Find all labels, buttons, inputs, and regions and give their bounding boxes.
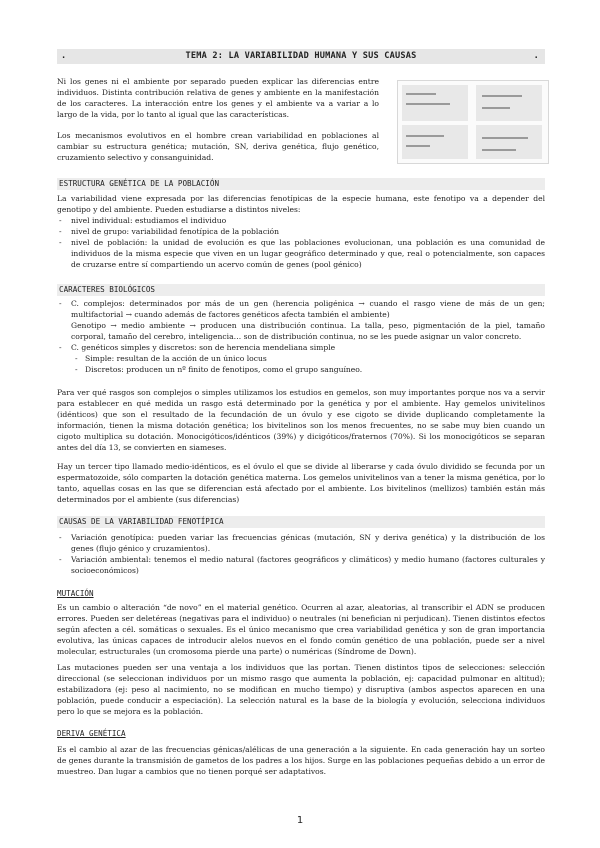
section-caracteres: CARACTERES BIOLÓGICOS	[57, 284, 545, 296]
mutacion-paragraph-2: Las mutaciones pueden ser una ventaja a los individuos que las portan. Tienen distintos tipos de selecciones: selección direccional (se seleccionan individuos por un mismo rasgo que aumenta la población, ej: capacidad pulmonar en altitud); estabilizadora (ej: peso al nacimiento, no se modifican en mucho tiempo) y disruptiva (ambos aspectos aparecen en una población, puede conducir a especiación). La selección natural es la base de la biología y evolución, selecciona individuos pero lo que se mejora es la población.	[57, 663, 545, 716]
list-item: - Variación ambiental: tenemos el medio natural (factores geográficos y climáticos) y medio humano (factores culturales y socioeconómicos)	[59, 555, 545, 575]
section-estructura: ESTRUCTURA GENÉTICA DE LA POBLACIÓN	[57, 178, 545, 190]
section-causas: CAUSAS DE LA VARIABILIDAD FENOTÍPICA	[57, 516, 545, 528]
gemelos-paragraph: Para ver qué rasgos son complejos o simples utilizamos los estudios en gemelos, son muy importantes porque nos va a servir para establecer en qué medida un rasgo está determinado por la genética y por el ambiente. Hay gemelos univitelinos (idénticos) que son el resultado de la fecundación de un óvulo y ese cigoto se divide duplicando completamente la información, tienen la misma dotación genética; los bivitelinos son los menos frecuentes, no se sabe muy bien cuando un cigoto multiplica su dotación. Monocigóticos/idénticos (39%) y dicigóticos/fraternos (70%). Si los monocigóticos se separan antes del día 13, se convierten en siameses.	[57, 388, 545, 452]
page-title: TEMA 2: LA VARIABILIDAD HUMANA Y SUS CAUSAS	[185, 51, 417, 61]
title-banner	[57, 49, 545, 64]
intro-paragraph-1: Ni los genes ni el ambiente por separado pueden explicar las diferencias entre individuos. Distinta contribución relativa de genes y ambiente en la manifestación de los caracteres. La interacción entre los genes y el ambiente va a variar a lo largo de la vida, por lo tanto al igual que las características.	[57, 77, 379, 119]
section-mutacion: MUTACIÓN	[57, 589, 94, 598]
section-deriva: DERIVA GENÉTICA	[57, 729, 126, 738]
estructura-block: La variabilidad viene expresada por las diferencias fenotípicas de la especie humana, este fenotipo va a depender del genotipo y del ambiente. Pueden estudiarse a distintos niveles: - nivel individual: estudiamos el individuo - nivel de grupo: variabilidad fenotípica de la población - nivel de población: la unidad de evolución es que las poblaciones evolucionan, una población es una comunidad de individuos de la misma especie que viven en un lugar geográfico determinado y que, real o potencialmente, son capaces de cruzarse entre sí compartiendo un acervo común de genes (pool génico)	[57, 194, 545, 269]
list-item: - nivel individual: estudiamos el individuo	[59, 216, 227, 225]
genotipo-text: Genotipo → medio ambiente → producen una distribución continua. La talla, peso, pigmentación de la piel, tamaño corporal, tamaño del cerebro, inteligencia… son de distribución continua, no se les puede asignar un valor concreto.	[71, 321, 545, 341]
list-item: - nivel de grupo: variabilidad fenotípica de la población	[59, 227, 279, 236]
list-item: - C. complejos: determinados por más de un gen (herencia poligénica → cuando el rasgo viene de más de un gen; multifactorial → cuando además de factores genéticos afecta también el ambiente)	[59, 299, 545, 319]
deriva-paragraph: Es el cambio al azar de las frecuencias génicas/alélicas de una generación a la siguiente. En cada generación hay un sorteo de genes durante la transmisión de gametos de los padres a los hijos. Surge en las poblaciones pequeñas debido a un error de muestreo. Dan lugar a cambios que no tienen porqué ser adaptativos.	[57, 745, 545, 776]
list-item: - C. genéticos simples y discretos: son de herencia mendeliana simple	[59, 343, 336, 352]
list-item: - Simple: resultan de la acción de un único locus	[75, 354, 267, 363]
causas-block	[57, 532, 545, 576]
intro-paragraph-2: Los mecanismos evolutivos en el hombre crean variabilidad en poblaciones al cambiar su estructura genética; mutación, SN, deriva genética, flujo genético, cruzamiento selectivo y consanguinidad.	[57, 131, 379, 162]
page-number: 1	[296, 815, 304, 826]
banner-dot-right: .	[533, 51, 539, 61]
caracteres-block	[57, 298, 545, 375]
list-item: - Variación genotípica: pueden variar las frecuencias génicas (mutación, SN y deriva genética) y la distribución de los genes (flujo génico y cruzamientos).	[59, 533, 545, 553]
medio-identicos-paragraph: Hay un tercer tipo llamado medio-idénticos, es el óvulo el que se divide al liberarse y cada óvulo dividido se fecunda por un espermatozoide, sólo comparten la dotación genética materna. Los gemelos univitelinos van a tener la misma genética, por lo tanto, aquellas cosas en las que se diferencian está afectado por el ambiente. Los bivitelinos (mellizos) también están más determinados por el ambiente (sus diferencias)	[57, 462, 545, 504]
mutacion-paragraph-1: Es un cambio o alteración “de novo” en el material genético. Ocurren al azar, aleatorias, al transcribir el ADN se producen errores. Pueden ser deletéreas (negativas para el individuo) o neutrales (ni benefician ni perjudican). Tienen distintos efectos según afecten a cél. somáticas o sexuales. Es el único mecanismo que crea variabilidad genética y son de gran importancia evolutiva, las únicas capaces de introducir alelos nuevos en el fondo común genético de una población, puede ser a nivel molecular, estructurales (un cromosoma pierde una parte) o numéricas (Síndrome de Down).	[57, 603, 545, 656]
list-item: - nivel de población: la unidad de evolución es que las poblaciones evolucionan, una población es una comunidad de individuos de la misma especie que viven en un lugar geográfico determinado y que, real o potencialmente, son capaces de cruzarse entre sí compartiendo un acervo común de genes (pool génico)	[59, 238, 545, 269]
figure-image	[397, 80, 549, 164]
list-item: - Discretos: producen un nº finito de fenotipos, como el grupo sanguíneo.	[75, 365, 363, 374]
banner-dot-left: .	[61, 51, 67, 61]
